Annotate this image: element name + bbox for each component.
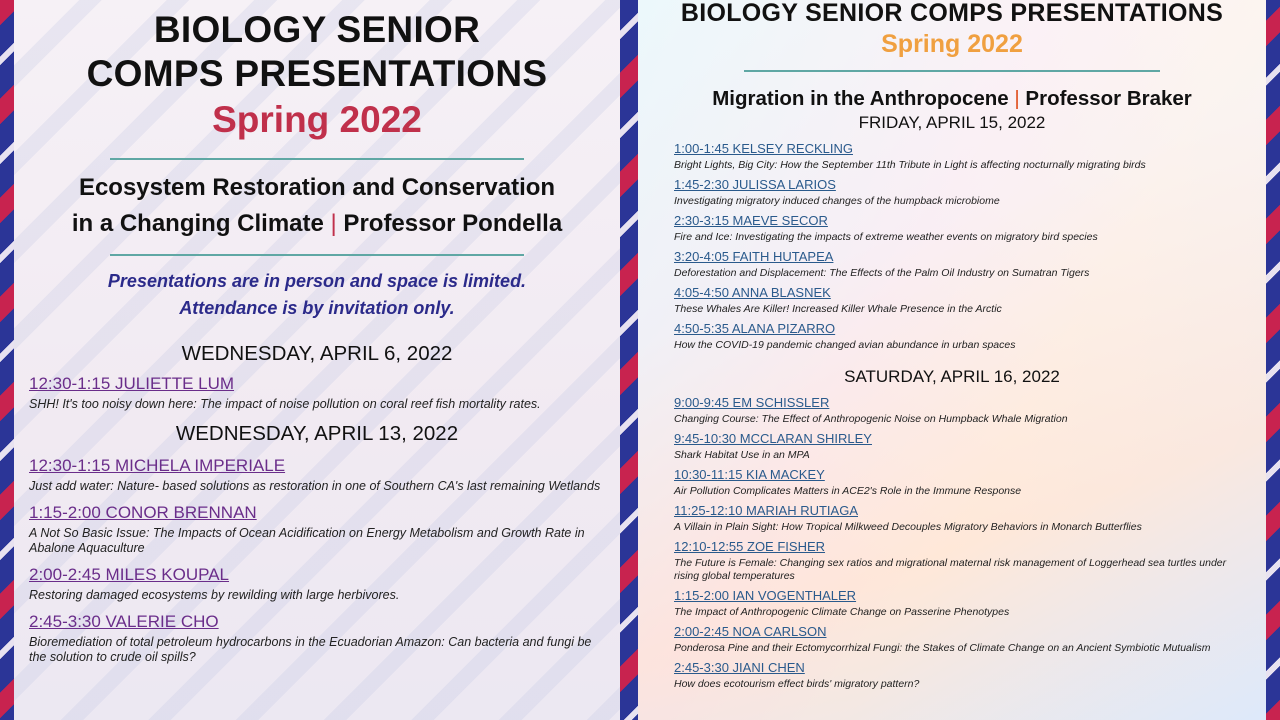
speaker-link[interactable]: 2:45-3:30 JIANI CHEN xyxy=(674,660,805,675)
list-item xyxy=(29,612,609,665)
list-item xyxy=(674,320,1254,352)
list-item xyxy=(29,565,609,603)
left-theme-separator: | xyxy=(330,210,337,237)
list-item xyxy=(674,502,1254,534)
talk-abstract: How does ecotourism effect birds' migratory pattern? xyxy=(674,678,920,690)
talk-abstract: Air Pollution Complicates Matters in ACE2's Role in the Immune Response xyxy=(674,485,1022,497)
speaker-link[interactable]: 11:25-12:10 MARIAH RUTIAGA xyxy=(674,503,858,518)
speaker-link[interactable]: 4:50-5:35 ALANA PIZARRO xyxy=(674,321,836,336)
speaker-link[interactable]: 10:30-11:15 KIA MACKEY xyxy=(674,467,825,482)
right-theme-part-a: Migration in the Anthropocene xyxy=(712,87,1015,110)
schedule-list-april-15 xyxy=(674,140,1254,352)
speaker-link[interactable]: 1:45-2:30 JULISSA LARIOS xyxy=(674,177,836,192)
talk-abstract: Fire and Ice: Investigating the impacts of extreme weather events on migratory bird species xyxy=(674,231,1098,243)
speaker-link[interactable]: 1:00-1:45 KELSEY RECKLING xyxy=(674,141,853,156)
attendance-notice xyxy=(14,268,620,322)
talk-abstract: These Whales Are Killer! Increased Killer Whale Presence in the Arctic xyxy=(674,303,1002,315)
talk-abstract: Deforestation and Displacement: The Effects of the Palm Oil Industry on Sumatran Tigers xyxy=(674,267,1090,279)
right-title: BIOLOGY SENIOR COMPS PRESENTATIONS xyxy=(680,0,1224,27)
talk-abstract: Bioremediation of total petroleum hydrocarbons in the Ecuadorian Amazon: Can bacteria and fungi be the solution to crude oil spills? xyxy=(29,635,592,664)
speaker-link[interactable]: 2:00-2:45 NOA CARLSON xyxy=(674,624,827,639)
talk-abstract: The Impact of Anthropogenic Climate Change on Passerine Phenotypes xyxy=(674,606,1010,618)
list-item xyxy=(674,466,1254,498)
list-item xyxy=(674,176,1254,208)
day-heading-april-6: WEDNESDAY, APRIL 6, 2022 xyxy=(181,342,453,365)
list-item xyxy=(29,503,609,556)
speaker-link[interactable]: 9:45-10:30 MCCLARAN SHIRLEY xyxy=(674,431,872,446)
speaker-link[interactable]: 4:05-4:50 ANNA BLASNEK xyxy=(674,285,831,300)
talk-abstract: A Villain in Plain Sight: How Tropical Milkweed Decouples Migratory Behaviors in Monarch Butterflies xyxy=(674,521,1142,533)
list-item xyxy=(674,394,1254,426)
schedule-list-april-6 xyxy=(29,374,609,412)
left-theme-line1: Ecosystem Restoration and Conservation xyxy=(78,174,556,201)
talk-abstract: SHH! It's too noisy down here: The impact of noise pollution on coral reef fish mortality rates. xyxy=(29,397,541,411)
list-item xyxy=(674,623,1254,655)
list-item xyxy=(29,374,609,412)
list-item xyxy=(674,284,1254,316)
left-theme-line2 xyxy=(14,206,620,242)
talk-abstract: Shark Habitat Use in an MPA xyxy=(674,449,810,461)
talk-abstract: How the COVID-19 pandemic changed avian abundance in urban spaces xyxy=(674,339,1016,351)
talk-abstract: The Future is Female: Changing sex ratios and migrational maternal risk management of Loggerhead sea turtles under rising global temperatures xyxy=(674,557,1227,582)
right-theme-separator: | xyxy=(1014,87,1020,110)
talk-abstract: Ponderosa Pine and their Ectomycorrhizal Fungi: the Stakes of Climate Change on an Ancient Symbiotic Mutualism xyxy=(674,642,1211,654)
speaker-link[interactable]: 12:30-1:15 MICHELA IMPERIALE xyxy=(29,456,286,475)
day-heading-april-15: FRIDAY, APRIL 15, 2022 xyxy=(858,113,1046,132)
left-title xyxy=(14,8,620,96)
schedule-list-april-16 xyxy=(674,394,1254,691)
left-theme-part-a: in a Changing Climate xyxy=(71,210,331,237)
speaker-link[interactable]: 12:30-1:15 JULIETTE LUM xyxy=(29,374,235,393)
talk-abstract: Restoring damaged ecosystems by rewilding with large herbivores. xyxy=(29,588,400,602)
speaker-link[interactable]: 2:45-3:30 VALERIE CHO xyxy=(29,612,219,631)
talk-abstract: A Not So Basic Issue: The Impacts of Ocean Acidification on Energy Metabolism and Growth Rate in Abalone Aquaculture xyxy=(29,526,585,555)
notice-line1: Presentations are in person and space is limited. xyxy=(107,271,527,291)
left-title-line2: COMPS PRESENTATIONS xyxy=(86,53,548,94)
speaker-link[interactable]: 2:00-2:45 MILES KOUPAL xyxy=(29,565,230,584)
list-item xyxy=(674,430,1254,462)
list-item xyxy=(674,212,1254,244)
list-item xyxy=(29,456,609,494)
left-divider-bottom xyxy=(110,254,524,256)
left-flyer xyxy=(14,0,620,720)
list-item xyxy=(674,587,1254,619)
list-item xyxy=(674,248,1254,280)
right-flyer xyxy=(638,0,1266,720)
left-divider-top xyxy=(110,158,524,160)
speaker-link[interactable]: 1:15-2:00 CONOR BRENNAN xyxy=(29,503,257,522)
schedule-list-april-13 xyxy=(29,456,609,665)
list-item xyxy=(674,140,1254,172)
speaker-link[interactable]: 1:15-2:00 IAN VOGENTHALER xyxy=(674,588,857,603)
left-title-line1: BIOLOGY SENIOR xyxy=(153,9,481,50)
day-heading-april-13: WEDNESDAY, APRIL 13, 2022 xyxy=(175,422,459,445)
left-season: Spring 2022 xyxy=(212,99,422,140)
day-heading-april-16: SATURDAY, APRIL 16, 2022 xyxy=(844,367,1060,386)
speaker-link[interactable]: 2:30-3:15 MAEVE SECOR xyxy=(674,213,828,228)
right-season: Spring 2022 xyxy=(881,30,1023,58)
talk-abstract: Bright Lights, Big City: How the September 11th Tribute in Light is affecting nocturnally migrating birds xyxy=(674,159,1146,171)
list-item xyxy=(674,659,1254,691)
talk-abstract: Investigating migratory induced changes of the humpback microbiome xyxy=(674,195,1000,207)
left-theme xyxy=(14,170,620,242)
right-theme xyxy=(638,86,1266,112)
right-theme-professor: Professor Braker xyxy=(1019,87,1192,110)
right-divider xyxy=(744,70,1160,72)
left-theme-professor: Professor Pondella xyxy=(336,210,563,237)
talk-abstract: Just add water: Nature- based solutions as restoration in one of Southern CA's last remaining Wetlands xyxy=(29,479,601,493)
list-item xyxy=(674,538,1254,583)
speaker-link[interactable]: 9:00-9:45 EM SCHISSLER xyxy=(674,395,830,410)
notice-line2: Attendance is by invitation only. xyxy=(179,298,455,318)
talk-abstract: Changing Course: The Effect of Anthropogenic Noise on Humpback Whale Migration xyxy=(674,413,1068,425)
speaker-link[interactable]: 12:10-12:55 ZOE FISHER xyxy=(674,539,826,554)
speaker-link[interactable]: 3:20-4:05 FAITH HUTAPEA xyxy=(674,249,834,264)
